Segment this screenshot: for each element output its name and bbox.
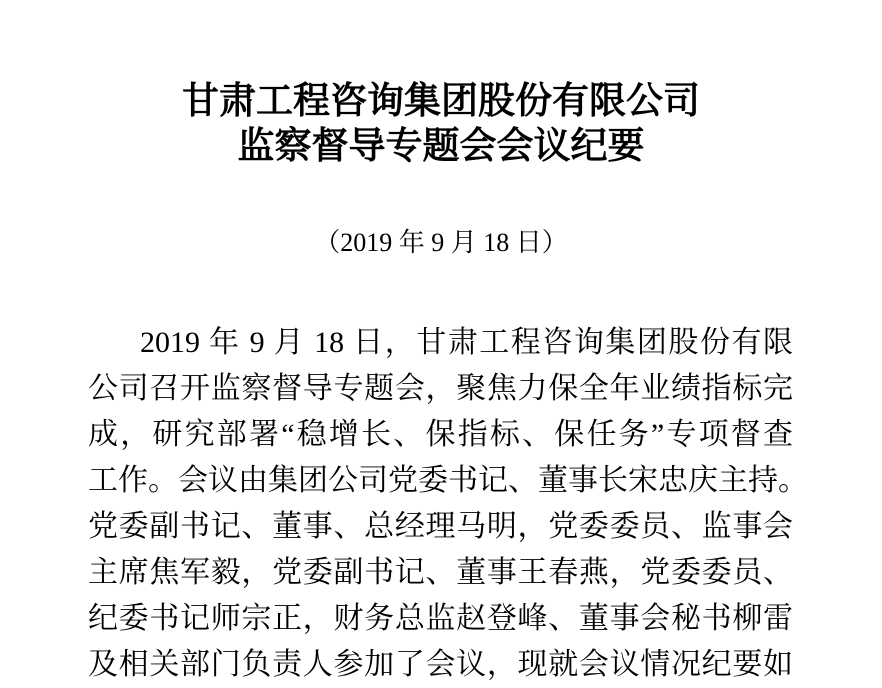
- body-line: 党委副书记、董事、总经理马明，党委委员、监事会: [88, 510, 793, 543]
- body-line: 公司召开监察督导专题会，聚焦力保全年业绩指标完: [88, 372, 793, 405]
- body-line: 及相关部门负责人参加了会议，现就会议情况纪要如: [88, 648, 793, 681]
- body-line: 成，研究部署“稳增长、保指标、保任务”专项督查: [88, 418, 793, 451]
- document-title-line-2: 监察督导专题会会议纪要: [237, 125, 645, 166]
- document-title-line-1: 甘肃工程咨询集团股份有限公司: [182, 80, 700, 121]
- body-line: 纪委书记师宗正，财务总监赵登峰、董事会秘书柳雷: [88, 602, 793, 635]
- document-date: （2019 年 9 月 18 日）: [314, 228, 568, 257]
- body-line: 主席焦军毅，党委副书记、董事王春燕，党委委员、: [88, 556, 793, 589]
- body-line: 2019 年 9 月 18 日，甘肃工程咨询集团股份有限: [140, 326, 793, 359]
- document-title: [0, 78, 882, 168]
- body-line: 工作。会议由集团公司党委书记、董事长宋忠庆主持。: [88, 464, 808, 497]
- document-body-paragraph: [88, 320, 808, 688]
